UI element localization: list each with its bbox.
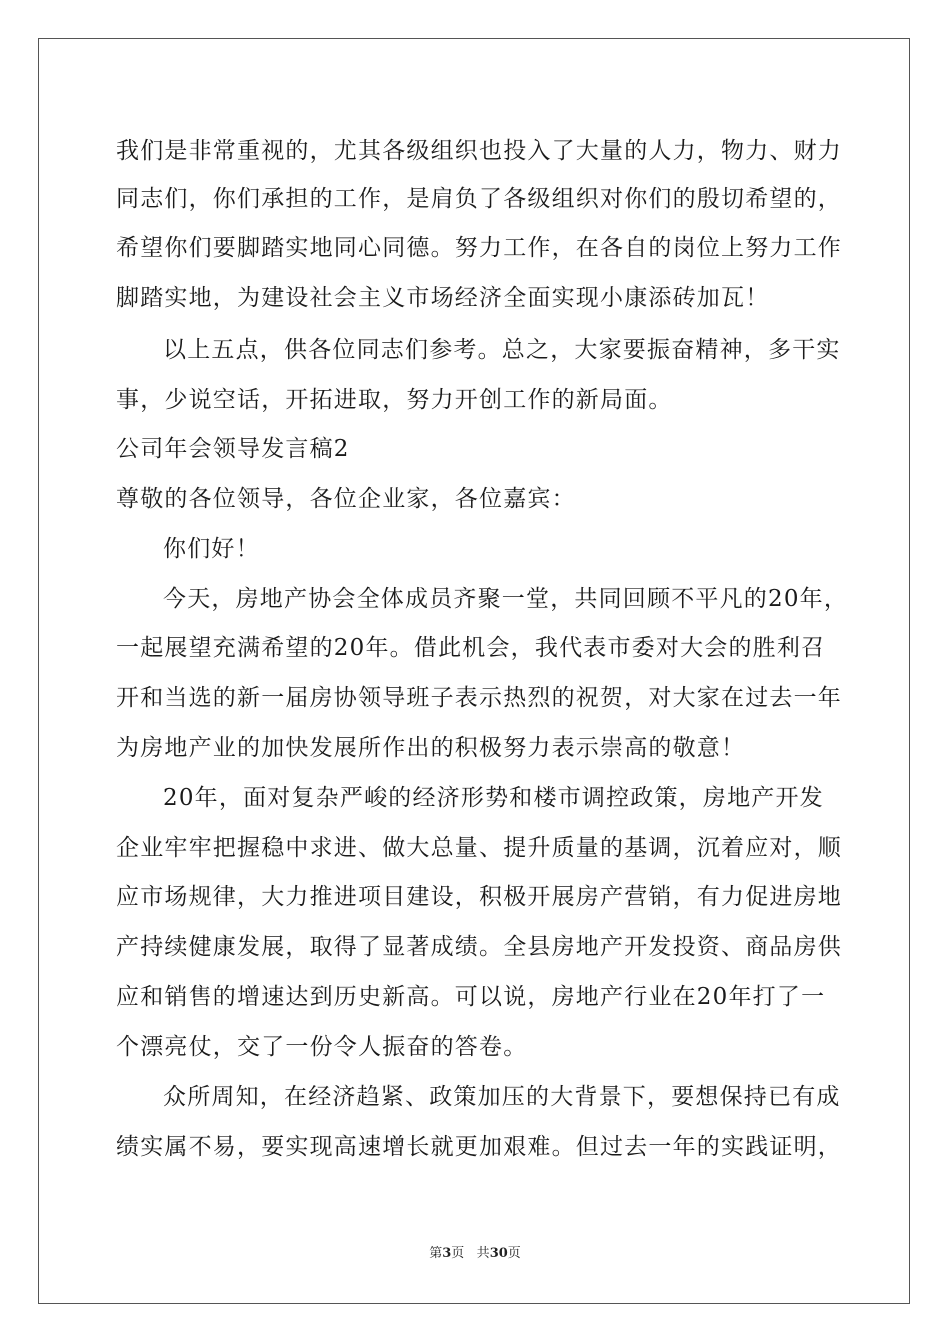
paragraph-line: 个漂亮仗，交了一份令人振奋的答卷。 xyxy=(116,1034,528,1060)
footer-page-suffix: 页 xyxy=(451,1246,465,1261)
paragraph-line: 产持续健康发展，取得了显著成绩。全县房地产开发投资、商品房供 xyxy=(116,934,842,960)
footer-prefix: 第 xyxy=(429,1246,443,1261)
paragraph-line: 事，少说空话，开拓进取，努力开创工作的新局面。 xyxy=(116,387,673,413)
footer-total-suffix: 页 xyxy=(507,1246,521,1261)
paragraph-line: 我们是非常重视的，尤其各级组织也投入了大量的人力，物力、财力 xyxy=(116,138,842,164)
paragraph-line: 应市场规律，大力推进项目建设，积极开展房产营销，有力促进房地 xyxy=(116,884,842,910)
greeting: 你们好！ xyxy=(163,536,260,562)
total-page-count: 30 xyxy=(489,1246,508,1261)
paragraph-line: 今天，房地产协会全体成员齐聚一堂，共同回顾不平凡的20年， xyxy=(163,586,849,612)
paragraph-line: 希望你们要脚踏实地同心同德。努力工作，在各自的岗位上努力工作 xyxy=(116,235,842,261)
paragraph-line: 绩实属不易，要实现高速增长就更加艰难。但过去一年的实践证明， xyxy=(116,1134,842,1160)
page-border xyxy=(38,38,910,1304)
paragraph-line: 企业牢牢把握稳中求进、做大总量、提升质量的基调，沉着应对，顺 xyxy=(116,835,842,861)
paragraph-line: 应和销售的增速达到历史新高。可以说，房地产行业在20年打了一 xyxy=(116,984,826,1010)
salutation: 尊敬的各位领导，各位企业家，各位嘉宾： xyxy=(116,486,576,512)
paragraph-line: 以上五点，供各位同志们参考。总之，大家要振奋精神，多干实 xyxy=(163,337,841,363)
page-footer xyxy=(0,1246,950,1262)
current-page-number: 3 xyxy=(442,1246,452,1261)
paragraph-line: 一起展望充满希望的20年。借此机会，我代表市委对大会的胜利召 xyxy=(116,635,826,661)
paragraph-line: 20年，面对复杂严峻的经济形势和楼市调控政策，房地产开发 xyxy=(163,785,824,811)
paragraph-line: 脚踏实地，为建设社会主义市场经济全面实现小康添砖加瓦！ xyxy=(116,285,770,311)
paragraph-line: 开和当选的新一届房协领导班子表示热烈的祝贺，对大家在过去一年 xyxy=(116,685,842,711)
paragraph-line: 为房地产业的加快发展所作出的积极努力表示崇高的敬意！ xyxy=(116,735,746,761)
section-title: 公司年会领导发言稿2 xyxy=(116,436,350,462)
paragraph-line: 同志们，你们承担的工作，是肩负了各级组织对你们的殷切希望的， xyxy=(116,186,842,212)
paragraph-line: 众所周知，在经济趋紧、政策加压的大背景下，要想保持已有成 xyxy=(163,1084,841,1110)
footer-total-prefix: 共 xyxy=(476,1246,490,1261)
